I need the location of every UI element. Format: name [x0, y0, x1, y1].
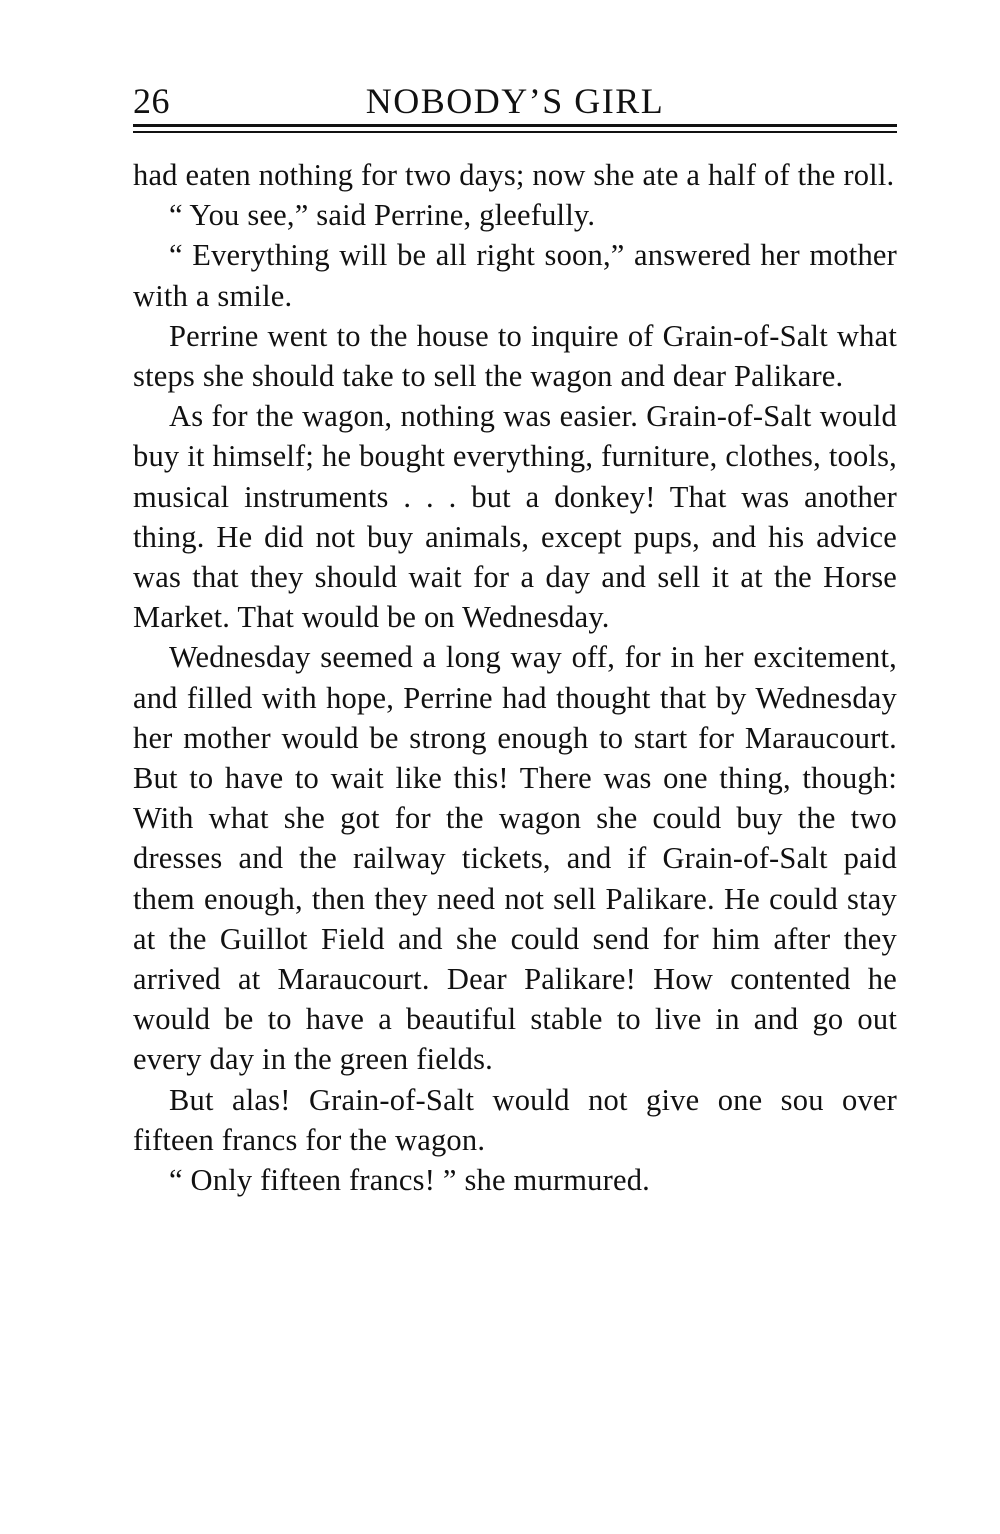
paragraph: But alas! Grain-of-Salt would not give one sou over fifteen francs for the wagon. [133, 1082, 897, 1157]
paragraph: “ Everything will be all right soon,” answered her mother with a smile. [133, 238, 897, 313]
header-rule-thin [133, 131, 897, 133]
body-text [133, 155, 897, 1200]
book-page [133, 76, 897, 1200]
book-title: NOBODY’S GIRL [365, 81, 665, 121]
page-number: 26 [133, 81, 170, 121]
paragraph: “ Only fifteen francs! ” she murmured. [169, 1163, 651, 1198]
paragraph: had eaten nothing for two days; now she ate a half of the roll. [133, 158, 895, 192]
header-rule-thick [133, 124, 897, 127]
paragraph: Perrine went to the house to inquire of Grain-of-Salt what steps she should take to sell the wagon and dear Palikare. [133, 318, 897, 394]
paragraph: Wednesday seemed a long way off, for in her excitement, and filled with hope, Perrine had thought that by Wednesday her mother would be strong enough to start for Maraucourt. But to have to wait like this! There was one thing, though: With what she got for the wagon she could buy the two dresses and the railway tickets, and if Grain-of-Salt paid them enough, then they need not sell Palikare. He could stay at the Guillot Field and she could send for him after they arrived at Maraucourt. Dear Palikare! How contented he would be to have a beautiful stable to live in and go out every day in the green fields. [133, 640, 897, 1077]
paragraph: As for the wagon, nothing was easier. Grain-of-Salt would buy it himself; he bought everything, furniture, clothes, tools, musical instruments . . . but a donkey! That was another thing. He did not buy animals, except pups, and his advice was that they should wait for a day and sell it at the Horse Market. That would be on Wednesday. [133, 399, 897, 635]
running-head [133, 76, 897, 124]
paragraph: “ You see,” said Perrine, gleefully. [169, 198, 596, 233]
